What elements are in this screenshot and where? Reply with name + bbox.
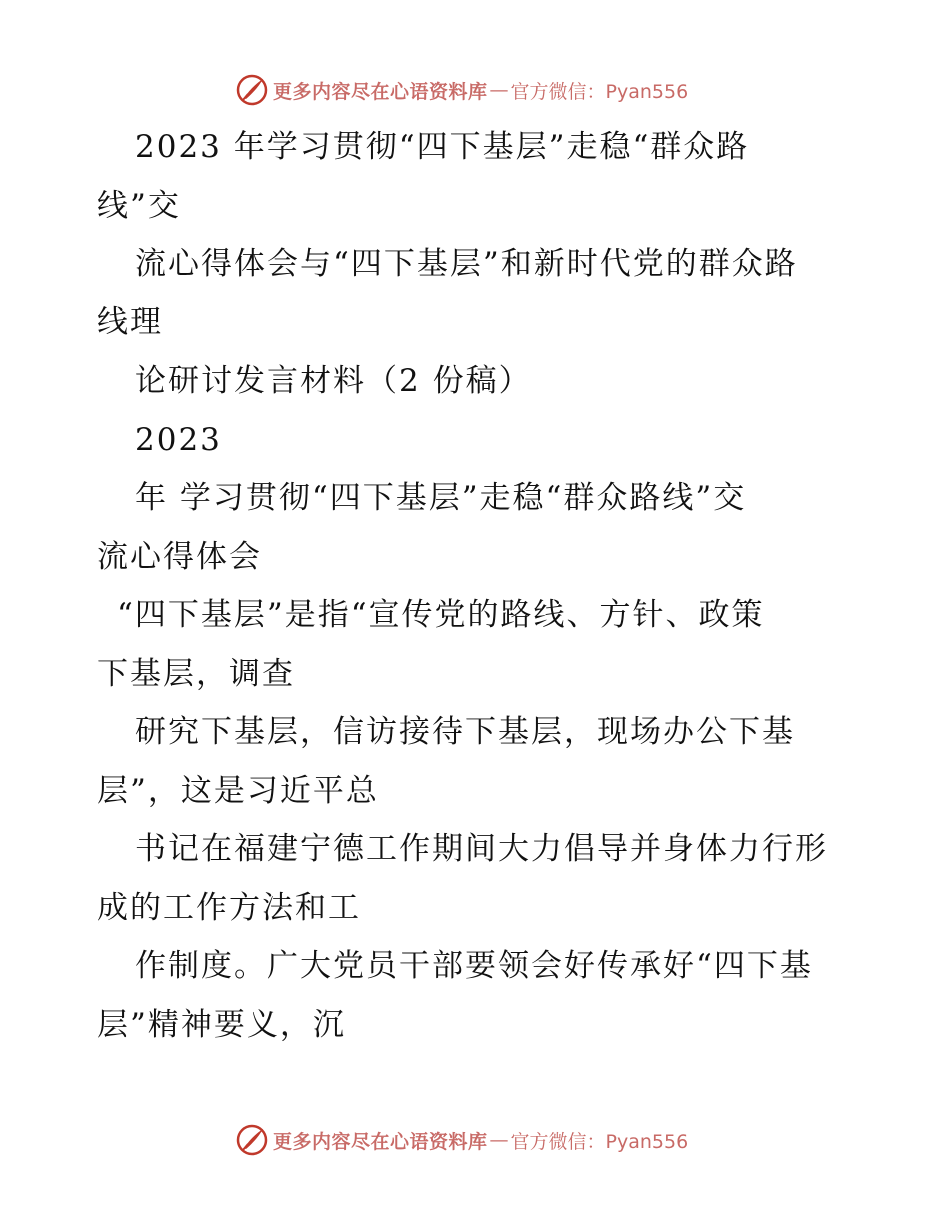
doc-line: 论研讨发言材料（2 份稿） <box>135 363 532 399</box>
doc-line: 作制度。广大党员干部要领会好传承好“四下基 <box>135 948 813 984</box>
watermark-wechat-text: 官方微信：Pyan556 <box>510 1130 689 1153</box>
doc-line: 层”精神要义，沉 <box>97 1007 346 1043</box>
doc-line: 线理 <box>97 304 163 340</box>
doc-line: 书记在福建宁德工作期间大力倡导并身体力行形 <box>135 831 828 867</box>
footer-watermark <box>235 1122 688 1158</box>
doc-line: 流心得体会 <box>97 539 262 575</box>
watermark-wechat-text: 官方微信：Pyan556 <box>510 80 689 103</box>
watermark-dash: — <box>489 1129 509 1151</box>
doc-line: 研究下基层，信访接待下基层，现场办公下基 <box>135 714 795 750</box>
doc-line: “四下基层”是指“宣传党的路线、方针、政策 <box>117 597 765 633</box>
doc-line: 层”，这是习近平总 <box>97 773 379 809</box>
doc-line: 下基层，调查 <box>97 656 295 692</box>
doc-line: 2023 年学习贯彻“四下基层”走稳“群众路 <box>135 129 750 165</box>
watermark-dash: — <box>489 79 509 101</box>
doc-line: 线”交 <box>97 188 181 224</box>
doc-line: 年 学习贯彻“四下基层”走稳“群众路线”交 <box>135 480 747 516</box>
doc-line: 流心得体会与“四下基层”和新时代党的群众路 <box>135 246 798 282</box>
quill-logo-icon <box>235 1123 269 1157</box>
watermark-site-text: 更多内容尽在心语资料库 <box>273 80 488 103</box>
doc-line: 2023 <box>135 422 222 458</box>
watermark-site-text: 更多内容尽在心语资料库 <box>273 1130 488 1153</box>
doc-line: 成的工作方法和工 <box>97 890 361 926</box>
